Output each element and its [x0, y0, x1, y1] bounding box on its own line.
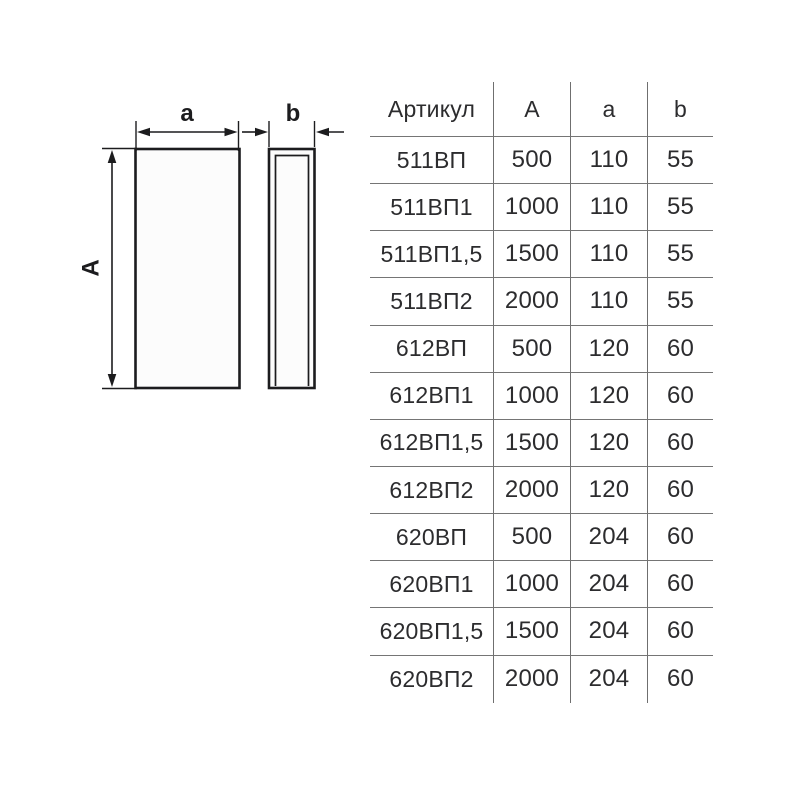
article-cell: 612ВП1,5 — [370, 420, 493, 467]
value-A-cell: 500 — [493, 514, 570, 561]
article-cell: 620ВП2 — [389, 665, 474, 692]
value-a-cell: 110 — [570, 231, 647, 278]
value-a-cell: 110 — [570, 137, 647, 184]
article-cell: 612ВП — [370, 326, 493, 373]
value-b-cell: 60 — [647, 608, 713, 655]
value-b-cell: 60 — [647, 467, 713, 514]
front-view-rect — [136, 149, 240, 388]
value-a-cell: 120 — [570, 420, 647, 467]
value-b-cell: 60 — [647, 514, 713, 561]
value-a-cell: 120 — [570, 326, 647, 373]
value-a-cell: 204 — [570, 608, 647, 655]
dim-a-arrow-left-icon — [137, 128, 150, 137]
value-a-cell: 204 — [570, 656, 647, 703]
value-A-cell: 2000 — [493, 467, 570, 514]
value-a-cell: 204 — [570, 561, 647, 608]
value-b-cell: 60 — [647, 656, 713, 703]
dim-a-arrow-right-icon — [225, 128, 238, 137]
value-A-cell: 1000 — [493, 561, 570, 608]
spec-table — [370, 82, 713, 703]
col-header-a: a — [570, 82, 647, 137]
dim-A-arrow-up-icon — [108, 150, 117, 163]
value-b-cell: 55 — [647, 231, 713, 278]
value-b-cell: 60 — [647, 326, 713, 373]
col-header-article: Артикул — [370, 82, 493, 137]
value-a-cell: 204 — [570, 514, 647, 561]
value-b-cell: 55 — [647, 137, 713, 184]
value-b-cell: 55 — [647, 184, 713, 231]
dim-a-label: a — [180, 100, 194, 127]
value-A-cell: 2000 — [493, 656, 570, 703]
value-A-cell: 1000 — [493, 184, 570, 231]
value-A-cell: 1500 — [493, 420, 570, 467]
value-A-cell: 500 — [493, 326, 570, 373]
col-header-b: b — [647, 82, 713, 137]
value-A-cell: 1000 — [493, 373, 570, 420]
dim-b-arrow-left-icon — [316, 128, 329, 137]
col-header-A: A — [493, 82, 570, 137]
value-a-cell: 110 — [570, 184, 647, 231]
value-b-cell: 55 — [647, 278, 713, 325]
value-A-cell: 2000 — [493, 278, 570, 325]
value-b-cell: 60 — [647, 561, 713, 608]
value-b-cell: 60 — [647, 373, 713, 420]
article-cell: 620ВП1,5 — [370, 608, 493, 655]
dim-b-arrow-right-icon — [255, 128, 268, 137]
value-a-cell: 120 — [570, 373, 647, 420]
value-a-cell: 110 — [570, 278, 647, 325]
article-cell: 511ВП1 — [370, 184, 493, 231]
dim-A-arrow-down-icon — [108, 374, 117, 387]
value-a-cell: 120 — [570, 467, 647, 514]
dim-A-label: A — [77, 259, 105, 277]
value-A-cell: 1500 — [493, 608, 570, 655]
dim-b-label: b — [285, 100, 301, 127]
article-cell: 511ВП — [370, 137, 493, 184]
value-A-cell: 500 — [493, 137, 570, 184]
value-b-cell: 60 — [647, 420, 713, 467]
article-cell: 612ВП1 — [370, 373, 493, 420]
article-cell: 620ВП — [370, 514, 493, 561]
article-cell: 612ВП2 — [370, 467, 493, 514]
article-cell: 620ВП1 — [370, 561, 493, 608]
article-cell: 511ВП1,5 — [370, 231, 493, 278]
article-cell: 511ВП2 — [370, 278, 493, 325]
value-A-cell: 1500 — [493, 231, 570, 278]
